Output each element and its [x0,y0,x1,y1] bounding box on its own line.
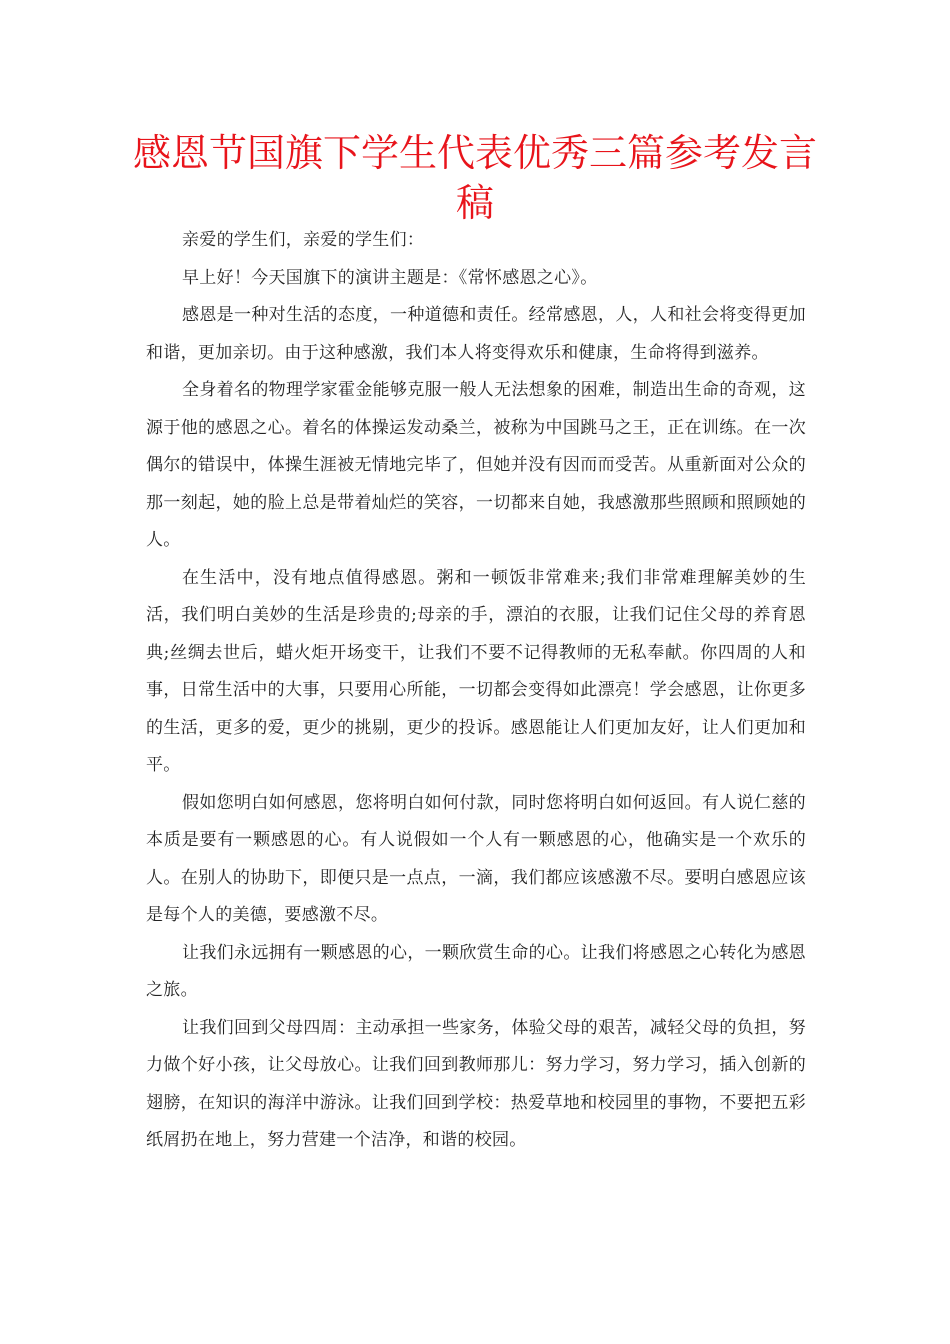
paragraph-daily-life: 在生活中，没有地点值得感恩。粥和一顿饭非常难来;我们非常难理解美妙的生活，我们明白美妙的生活是珍贵的;母亲的手，漂泊的衣服，让我们记住父母的养育恩典;丝绸去世后，蜡火炬开场变干，让我们不要不记得教师的无私奉献。你四周的人和事，日常生活中的大事，只要用心所能，一切都会变得如此漂亮！学会感恩，让你更多的生活，更多的爱，更少的挑剔，更少的投诉。感恩能让人们更加友好，让人们更加和平。 [146,567,806,775]
paragraph-examples: 全身着名的物理学家霍金能够克服一般人无法想象的困难，制造出生命的奇观，这源于他的感恩之心。着名的体操运发动桑兰，被称为中国跳马之王，正在训练。在一次偶尔的错误中，体操生涯被无情地完毕了，但她并没有因而而受苦。从重新面对公众的那一刻起，她的脸上总是带着灿烂的笑容，一切都来自她，我感激那些照顾和照顾她的人。 [146,380,806,550]
document-body [146,222,806,1160]
paragraph-return: 让我们回到父母四周：主动承担一些家务，体验父母的艰苦，减轻父母的负担，努力做个好小孩，让父母放心。让我们回到教师那儿：努力学习，努力学习，插入创新的翅膀，在知识的海洋中游泳。让我们回到学校：热爱草地和校园里的事物，不要把五彩纸屑扔在地上，努力营建一个洁净，和谐的校园。 [146,1017,806,1150]
paragraph-greeting: 亲爱的学生们，亲爱的学生们： [182,230,425,250]
paragraph-gratitude-attitude: 感恩是一种对生活的态度，一种道德和责任。经常感恩，人，人和社会将变得更加和谐，更加亲切。由于这种感激，我们本人将变得欢乐和健康，生命将得到滋养。 [146,305,806,363]
paragraph-topic: 早上好！今天国旗下的演讲主题是：《常怀感恩之心》。 [182,267,598,288]
document-title: 感恩节国旗下学生代表优秀三篇参考发言稿 [132,131,817,225]
paragraph-grateful-heart: 让我们永远拥有一颗感恩的心，一颗欣赏生命的心。让我们将感恩之心转化为感恩之旅。 [146,942,806,1000]
paragraph-how-to-thank: 假如您明白如何感恩，您将明白如何付款，同时您将明白如何返回。有人说仁慈的本质是要有一颗感恩的心。有人说假如一个人有一颗感恩的心，他确实是一个欢乐的人。在别人的协助下，即便只是一点点，一滴，我们都应该感激不尽。要明白感恩应该是每个人的美德，要感激不尽。 [146,792,806,925]
